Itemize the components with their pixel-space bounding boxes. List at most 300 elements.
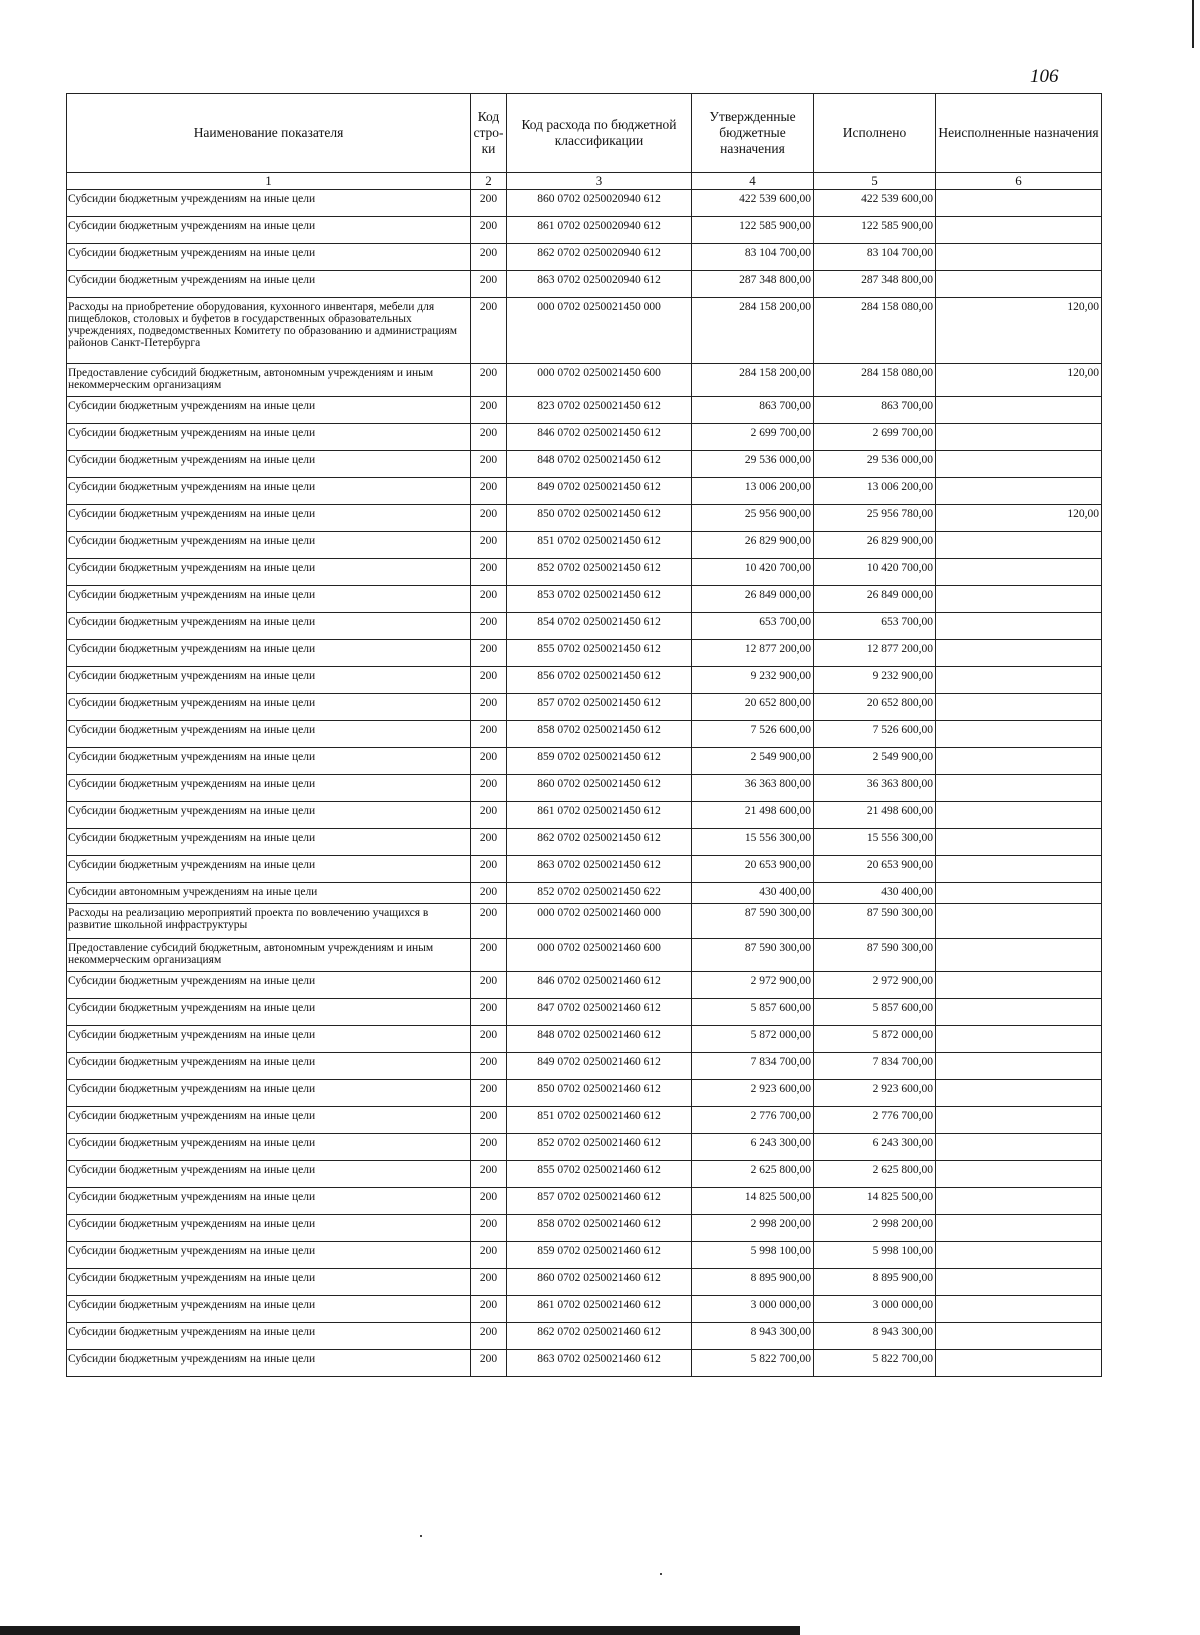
row-classification-code: 863 0702 0250021460 612 <box>507 1350 692 1377</box>
row-line-code: 200 <box>471 1269 507 1296</box>
table-row <box>67 532 1102 559</box>
row-executed-amount: 29 536 000,00 <box>814 451 936 478</box>
row-approved-amount: 2 776 700,00 <box>692 1107 814 1134</box>
row-unexecuted-amount <box>936 1161 1102 1188</box>
row-classification-code: 863 0702 0250021450 612 <box>507 856 692 883</box>
row-unexecuted-amount <box>936 1350 1102 1377</box>
row-name: Субсидии бюджетным учреждениям на иные цели <box>67 667 471 694</box>
row-line-code: 200 <box>471 190 507 217</box>
column-number: 4 <box>692 173 814 190</box>
row-approved-amount: 26 849 000,00 <box>692 586 814 613</box>
row-name: Субсидии бюджетным учреждениям на иные цели <box>67 1296 471 1323</box>
table-row <box>67 667 1102 694</box>
row-unexecuted-amount <box>936 1080 1102 1107</box>
row-name: Субсидии бюджетным учреждениям на иные цели <box>67 640 471 667</box>
row-unexecuted-amount <box>936 397 1102 424</box>
row-classification-code: 861 0702 0250021460 612 <box>507 1296 692 1323</box>
row-approved-amount: 8 895 900,00 <box>692 1269 814 1296</box>
row-name: Субсидии бюджетным учреждениям на иные цели <box>67 586 471 613</box>
row-executed-amount: 2 699 700,00 <box>814 424 936 451</box>
table-row <box>67 972 1102 999</box>
row-name: Расходы на приобретение оборудования, кухонного инвентаря, мебели для пищеблоков, столовых и буфетов в государственных образовательных учреждениях, подведомственных Комитету по образованию и администрациям районов Санкт-Петербурга <box>67 298 471 364</box>
row-name: Субсидии бюджетным учреждениям на иные цели <box>67 217 471 244</box>
row-name: Субсидии бюджетным учреждениям на иные цели <box>67 721 471 748</box>
table-row <box>67 694 1102 721</box>
row-executed-amount: 284 158 080,00 <box>814 364 936 397</box>
row-name: Субсидии бюджетным учреждениям на иные цели <box>67 451 471 478</box>
row-classification-code: 848 0702 0250021450 612 <box>507 451 692 478</box>
table-row <box>67 1134 1102 1161</box>
row-classification-code: 860 0702 0250021450 612 <box>507 775 692 802</box>
header-name: Наименование показателя <box>67 94 471 173</box>
row-executed-amount: 430 400,00 <box>814 883 936 904</box>
row-unexecuted-amount <box>936 1296 1102 1323</box>
row-approved-amount: 5 857 600,00 <box>692 999 814 1026</box>
row-executed-amount: 20 653 900,00 <box>814 856 936 883</box>
row-executed-amount: 13 006 200,00 <box>814 478 936 505</box>
row-line-code: 200 <box>471 364 507 397</box>
row-approved-amount: 25 956 900,00 <box>692 505 814 532</box>
row-name: Субсидии бюджетным учреждениям на иные цели <box>67 999 471 1026</box>
row-line-code: 200 <box>471 1161 507 1188</box>
budget-execution-table <box>66 93 1102 1377</box>
row-line-code: 200 <box>471 1350 507 1377</box>
row-classification-code: 854 0702 0250021450 612 <box>507 613 692 640</box>
row-unexecuted-amount <box>936 883 1102 904</box>
row-approved-amount: 10 420 700,00 <box>692 559 814 586</box>
row-line-code: 200 <box>471 775 507 802</box>
row-classification-code: 857 0702 0250021450 612 <box>507 694 692 721</box>
row-unexecuted-amount <box>936 904 1102 939</box>
table-body <box>67 190 1102 1377</box>
row-approved-amount: 6 243 300,00 <box>692 1134 814 1161</box>
row-unexecuted-amount <box>936 424 1102 451</box>
row-executed-amount: 8 943 300,00 <box>814 1323 936 1350</box>
table-row <box>67 1188 1102 1215</box>
header-approved: Утвержденные бюджетные назначения <box>692 94 814 173</box>
scan-speck <box>660 1573 662 1575</box>
row-line-code: 200 <box>471 1107 507 1134</box>
row-name: Субсидии бюджетным учреждениям на иные цели <box>67 1242 471 1269</box>
row-name: Субсидии бюджетным учреждениям на иные цели <box>67 829 471 856</box>
row-classification-code: 861 0702 0250020940 612 <box>507 217 692 244</box>
page-number: 106 <box>1030 66 1059 87</box>
row-executed-amount: 5 857 600,00 <box>814 999 936 1026</box>
row-executed-amount: 9 232 900,00 <box>814 667 936 694</box>
row-unexecuted-amount <box>936 1026 1102 1053</box>
row-executed-amount: 2 625 800,00 <box>814 1161 936 1188</box>
row-line-code: 200 <box>471 532 507 559</box>
row-approved-amount: 5 822 700,00 <box>692 1350 814 1377</box>
row-name: Субсидии бюджетным учреждениям на иные цели <box>67 1161 471 1188</box>
table-row <box>67 802 1102 829</box>
row-unexecuted-amount <box>936 559 1102 586</box>
row-unexecuted-amount <box>936 667 1102 694</box>
row-line-code: 200 <box>471 451 507 478</box>
table-header-row <box>67 94 1102 173</box>
row-line-code: 200 <box>471 424 507 451</box>
header-executed: Исполнено <box>814 94 936 173</box>
row-classification-code: 849 0702 0250021450 612 <box>507 478 692 505</box>
row-line-code: 200 <box>471 1053 507 1080</box>
row-executed-amount: 10 420 700,00 <box>814 559 936 586</box>
row-classification-code: 862 0702 0250021450 612 <box>507 829 692 856</box>
row-name: Субсидии бюджетным учреждениям на иные цели <box>67 802 471 829</box>
row-approved-amount: 87 590 300,00 <box>692 904 814 939</box>
row-classification-code: 852 0702 0250021450 612 <box>507 559 692 586</box>
row-name: Субсидии бюджетным учреждениям на иные цели <box>67 271 471 298</box>
table-row <box>67 640 1102 667</box>
row-executed-amount: 12 877 200,00 <box>814 640 936 667</box>
row-name: Субсидии бюджетным учреждениям на иные цели <box>67 1080 471 1107</box>
row-approved-amount: 2 699 700,00 <box>692 424 814 451</box>
row-executed-amount: 7 834 700,00 <box>814 1053 936 1080</box>
row-line-code: 200 <box>471 505 507 532</box>
scan-bottom-bar <box>0 1626 800 1635</box>
row-approved-amount: 15 556 300,00 <box>692 829 814 856</box>
row-line-code: 200 <box>471 1296 507 1323</box>
row-unexecuted-amount <box>936 478 1102 505</box>
row-approved-amount: 36 363 800,00 <box>692 775 814 802</box>
row-line-code: 200 <box>471 1134 507 1161</box>
row-approved-amount: 2 549 900,00 <box>692 748 814 775</box>
row-unexecuted-amount <box>936 748 1102 775</box>
row-approved-amount: 2 923 600,00 <box>692 1080 814 1107</box>
table-row <box>67 1296 1102 1323</box>
row-executed-amount: 122 585 900,00 <box>814 217 936 244</box>
row-classification-code: 852 0702 0250021450 622 <box>507 883 692 904</box>
row-executed-amount: 83 104 700,00 <box>814 244 936 271</box>
row-classification-code: 855 0702 0250021460 612 <box>507 1161 692 1188</box>
row-classification-code: 863 0702 0250020940 612 <box>507 271 692 298</box>
row-executed-amount: 36 363 800,00 <box>814 775 936 802</box>
row-classification-code: 858 0702 0250021450 612 <box>507 721 692 748</box>
row-line-code: 200 <box>471 640 507 667</box>
row-name: Субсидии бюджетным учреждениям на иные цели <box>67 1350 471 1377</box>
row-classification-code: 000 0702 0250021460 000 <box>507 904 692 939</box>
row-executed-amount: 6 243 300,00 <box>814 1134 936 1161</box>
row-name: Субсидии бюджетным учреждениям на иные цели <box>67 613 471 640</box>
row-executed-amount: 8 895 900,00 <box>814 1269 936 1296</box>
row-name: Субсидии автономным учреждениям на иные цели <box>67 883 471 904</box>
row-unexecuted-amount <box>936 721 1102 748</box>
scan-edge-line <box>1192 0 1194 48</box>
table-row <box>67 1026 1102 1053</box>
row-unexecuted-amount <box>936 829 1102 856</box>
row-approved-amount: 7 834 700,00 <box>692 1053 814 1080</box>
row-unexecuted-amount <box>936 1323 1102 1350</box>
scan-speck <box>420 1535 422 1537</box>
row-executed-amount: 653 700,00 <box>814 613 936 640</box>
row-name: Субсидии бюджетным учреждениям на иные цели <box>67 532 471 559</box>
row-executed-amount: 2 549 900,00 <box>814 748 936 775</box>
table-row <box>67 829 1102 856</box>
row-classification-code: 858 0702 0250021460 612 <box>507 1215 692 1242</box>
table-row <box>67 904 1102 939</box>
table-row <box>67 244 1102 271</box>
row-line-code: 200 <box>471 478 507 505</box>
row-name: Субсидии бюджетным учреждениям на иные цели <box>67 1188 471 1215</box>
row-name: Субсидии бюджетным учреждениям на иные цели <box>67 397 471 424</box>
row-approved-amount: 20 653 900,00 <box>692 856 814 883</box>
row-name: Субсидии бюджетным учреждениям на иные цели <box>67 190 471 217</box>
row-executed-amount: 422 539 600,00 <box>814 190 936 217</box>
row-unexecuted-amount <box>936 1107 1102 1134</box>
row-unexecuted-amount <box>936 939 1102 972</box>
table-row <box>67 1242 1102 1269</box>
row-classification-code: 823 0702 0250021450 612 <box>507 397 692 424</box>
row-unexecuted-amount <box>936 1269 1102 1296</box>
row-classification-code: 846 0702 0250021450 612 <box>507 424 692 451</box>
table-row <box>67 1350 1102 1377</box>
row-approved-amount: 430 400,00 <box>692 883 814 904</box>
row-line-code: 200 <box>471 694 507 721</box>
row-classification-code: 857 0702 0250021460 612 <box>507 1188 692 1215</box>
row-approved-amount: 3 000 000,00 <box>692 1296 814 1323</box>
row-line-code: 200 <box>471 904 507 939</box>
table-row <box>67 613 1102 640</box>
row-executed-amount: 7 526 600,00 <box>814 721 936 748</box>
row-name: Субсидии бюджетным учреждениям на иные цели <box>67 972 471 999</box>
row-approved-amount: 26 829 900,00 <box>692 532 814 559</box>
row-approved-amount: 9 232 900,00 <box>692 667 814 694</box>
column-number: 6 <box>936 173 1102 190</box>
row-unexecuted-amount <box>936 271 1102 298</box>
column-number-row <box>67 173 1102 190</box>
row-classification-code: 851 0702 0250021460 612 <box>507 1107 692 1134</box>
row-classification-code: 860 0702 0250020940 612 <box>507 190 692 217</box>
row-unexecuted-amount: 120,00 <box>936 505 1102 532</box>
header-classification: Код расхода по бюджетной классификации <box>507 94 692 173</box>
row-classification-code: 850 0702 0250021460 612 <box>507 1080 692 1107</box>
row-line-code: 200 <box>471 217 507 244</box>
table-row <box>67 217 1102 244</box>
row-classification-code: 849 0702 0250021460 612 <box>507 1053 692 1080</box>
table-row <box>67 505 1102 532</box>
row-name: Субсидии бюджетным учреждениям на иные цели <box>67 424 471 451</box>
row-approved-amount: 5 998 100,00 <box>692 1242 814 1269</box>
table-row <box>67 451 1102 478</box>
table-row <box>67 856 1102 883</box>
row-name: Субсидии бюджетным учреждениям на иные цели <box>67 1215 471 1242</box>
row-approved-amount: 12 877 200,00 <box>692 640 814 667</box>
row-unexecuted-amount <box>936 613 1102 640</box>
row-name: Субсидии бюджетным учреждениям на иные цели <box>67 478 471 505</box>
row-unexecuted-amount <box>936 972 1102 999</box>
header-code: Код стро-ки <box>471 94 507 173</box>
column-number: 3 <box>507 173 692 190</box>
column-number: 5 <box>814 173 936 190</box>
row-name: Расходы на реализацию мероприятий проекта по вовлечению учащихся в развитие школьной инфраструктуры <box>67 904 471 939</box>
row-unexecuted-amount <box>936 217 1102 244</box>
row-classification-code: 860 0702 0250021460 612 <box>507 1269 692 1296</box>
row-name: Субсидии бюджетным учреждениям на иные цели <box>67 1269 471 1296</box>
row-unexecuted-amount <box>936 586 1102 613</box>
table-row <box>67 364 1102 397</box>
row-approved-amount: 2 998 200,00 <box>692 1215 814 1242</box>
column-number: 1 <box>67 173 471 190</box>
row-approved-amount: 284 158 200,00 <box>692 364 814 397</box>
table-row <box>67 1080 1102 1107</box>
row-executed-amount: 21 498 600,00 <box>814 802 936 829</box>
row-line-code: 200 <box>471 1323 507 1350</box>
table-row <box>67 559 1102 586</box>
row-approved-amount: 7 526 600,00 <box>692 721 814 748</box>
row-unexecuted-amount <box>936 999 1102 1026</box>
row-line-code: 200 <box>471 667 507 694</box>
row-unexecuted-amount <box>936 1188 1102 1215</box>
table-row <box>67 721 1102 748</box>
row-unexecuted-amount: 120,00 <box>936 298 1102 364</box>
row-approved-amount: 87 590 300,00 <box>692 939 814 972</box>
row-executed-amount: 15 556 300,00 <box>814 829 936 856</box>
table-row <box>67 1269 1102 1296</box>
row-line-code: 200 <box>471 972 507 999</box>
row-classification-code: 847 0702 0250021460 612 <box>507 999 692 1026</box>
table-row <box>67 1053 1102 1080</box>
row-name: Субсидии бюджетным учреждениям на иные цели <box>67 748 471 775</box>
row-classification-code: 848 0702 0250021460 612 <box>507 1026 692 1053</box>
row-name: Субсидии бюджетным учреждениям на иные цели <box>67 505 471 532</box>
row-unexecuted-amount <box>936 1053 1102 1080</box>
row-unexecuted-amount <box>936 694 1102 721</box>
row-name: Субсидии бюджетным учреждениям на иные цели <box>67 1107 471 1134</box>
row-line-code: 200 <box>471 999 507 1026</box>
row-name: Субсидии бюджетным учреждениям на иные цели <box>67 1026 471 1053</box>
row-executed-amount: 26 849 000,00 <box>814 586 936 613</box>
row-executed-amount: 20 652 800,00 <box>814 694 936 721</box>
row-classification-code: 000 0702 0250021460 600 <box>507 939 692 972</box>
row-classification-code: 000 0702 0250021450 600 <box>507 364 692 397</box>
table-row <box>67 1107 1102 1134</box>
row-unexecuted-amount <box>936 451 1102 478</box>
row-approved-amount: 422 539 600,00 <box>692 190 814 217</box>
row-executed-amount: 284 158 080,00 <box>814 298 936 364</box>
row-executed-amount: 26 829 900,00 <box>814 532 936 559</box>
row-unexecuted-amount <box>936 190 1102 217</box>
row-line-code: 200 <box>471 748 507 775</box>
row-approved-amount: 2 625 800,00 <box>692 1161 814 1188</box>
row-unexecuted-amount <box>936 1215 1102 1242</box>
row-executed-amount: 5 822 700,00 <box>814 1350 936 1377</box>
row-executed-amount: 2 923 600,00 <box>814 1080 936 1107</box>
row-name: Субсидии бюджетным учреждениям на иные цели <box>67 559 471 586</box>
row-line-code: 200 <box>471 1026 507 1053</box>
row-unexecuted-amount <box>936 532 1102 559</box>
row-unexecuted-amount <box>936 640 1102 667</box>
row-executed-amount: 863 700,00 <box>814 397 936 424</box>
row-classification-code: 850 0702 0250021450 612 <box>507 505 692 532</box>
row-executed-amount: 2 776 700,00 <box>814 1107 936 1134</box>
row-line-code: 200 <box>471 802 507 829</box>
row-classification-code: 853 0702 0250021450 612 <box>507 586 692 613</box>
row-approved-amount: 20 652 800,00 <box>692 694 814 721</box>
table-row <box>67 939 1102 972</box>
table-row <box>67 775 1102 802</box>
row-executed-amount: 5 872 000,00 <box>814 1026 936 1053</box>
row-unexecuted-amount <box>936 1134 1102 1161</box>
row-classification-code: 851 0702 0250021450 612 <box>507 532 692 559</box>
row-unexecuted-amount <box>936 1242 1102 1269</box>
row-approved-amount: 8 943 300,00 <box>692 1323 814 1350</box>
row-classification-code: 859 0702 0250021460 612 <box>507 1242 692 1269</box>
row-classification-code: 846 0702 0250021460 612 <box>507 972 692 999</box>
row-executed-amount: 2 972 900,00 <box>814 972 936 999</box>
row-line-code: 200 <box>471 559 507 586</box>
row-line-code: 200 <box>471 856 507 883</box>
row-classification-code: 862 0702 0250021460 612 <box>507 1323 692 1350</box>
row-name: Субсидии бюджетным учреждениям на иные цели <box>67 1323 471 1350</box>
row-classification-code: 861 0702 0250021450 612 <box>507 802 692 829</box>
table-row <box>67 1161 1102 1188</box>
row-name: Субсидии бюджетным учреждениям на иные цели <box>67 1134 471 1161</box>
row-line-code: 200 <box>471 1215 507 1242</box>
table-row <box>67 883 1102 904</box>
row-unexecuted-amount <box>936 856 1102 883</box>
row-name: Субсидии бюджетным учреждениям на иные цели <box>67 856 471 883</box>
row-executed-amount: 87 590 300,00 <box>814 904 936 939</box>
row-line-code: 200 <box>471 244 507 271</box>
row-classification-code: 859 0702 0250021450 612 <box>507 748 692 775</box>
row-executed-amount: 2 998 200,00 <box>814 1215 936 1242</box>
row-approved-amount: 14 825 500,00 <box>692 1188 814 1215</box>
row-approved-amount: 21 498 600,00 <box>692 802 814 829</box>
row-unexecuted-amount: 120,00 <box>936 364 1102 397</box>
row-name: Субсидии бюджетным учреждениям на иные цели <box>67 694 471 721</box>
row-approved-amount: 122 585 900,00 <box>692 217 814 244</box>
row-line-code: 200 <box>471 271 507 298</box>
table-row <box>67 748 1102 775</box>
row-executed-amount: 14 825 500,00 <box>814 1188 936 1215</box>
row-classification-code: 855 0702 0250021450 612 <box>507 640 692 667</box>
row-line-code: 200 <box>471 1188 507 1215</box>
row-line-code: 200 <box>471 939 507 972</box>
row-executed-amount: 87 590 300,00 <box>814 939 936 972</box>
table-row <box>67 397 1102 424</box>
row-classification-code: 852 0702 0250021460 612 <box>507 1134 692 1161</box>
row-name: Предоставление субсидий бюджетным, автономным учреждениям и иным некоммерческим организациям <box>67 939 471 972</box>
row-classification-code: 862 0702 0250020940 612 <box>507 244 692 271</box>
row-line-code: 200 <box>471 883 507 904</box>
row-executed-amount: 287 348 800,00 <box>814 271 936 298</box>
row-approved-amount: 13 006 200,00 <box>692 478 814 505</box>
table-row <box>67 1215 1102 1242</box>
table-row <box>67 999 1102 1026</box>
table-row <box>67 271 1102 298</box>
row-classification-code: 000 0702 0250021450 000 <box>507 298 692 364</box>
row-unexecuted-amount <box>936 244 1102 271</box>
row-name: Субсидии бюджетным учреждениям на иные цели <box>67 775 471 802</box>
row-name: Предоставление субсидий бюджетным, автономным учреждениям и иным некоммерческим организациям <box>67 364 471 397</box>
row-approved-amount: 2 972 900,00 <box>692 972 814 999</box>
row-unexecuted-amount <box>936 775 1102 802</box>
row-approved-amount: 284 158 200,00 <box>692 298 814 364</box>
row-line-code: 200 <box>471 397 507 424</box>
row-classification-code: 856 0702 0250021450 612 <box>507 667 692 694</box>
row-line-code: 200 <box>471 721 507 748</box>
table-row <box>67 478 1102 505</box>
row-line-code: 200 <box>471 613 507 640</box>
table-row <box>67 1323 1102 1350</box>
row-executed-amount: 3 000 000,00 <box>814 1296 936 1323</box>
table-row <box>67 298 1102 364</box>
row-approved-amount: 653 700,00 <box>692 613 814 640</box>
row-line-code: 200 <box>471 829 507 856</box>
row-unexecuted-amount <box>936 802 1102 829</box>
row-approved-amount: 5 872 000,00 <box>692 1026 814 1053</box>
row-approved-amount: 287 348 800,00 <box>692 271 814 298</box>
table-row <box>67 424 1102 451</box>
